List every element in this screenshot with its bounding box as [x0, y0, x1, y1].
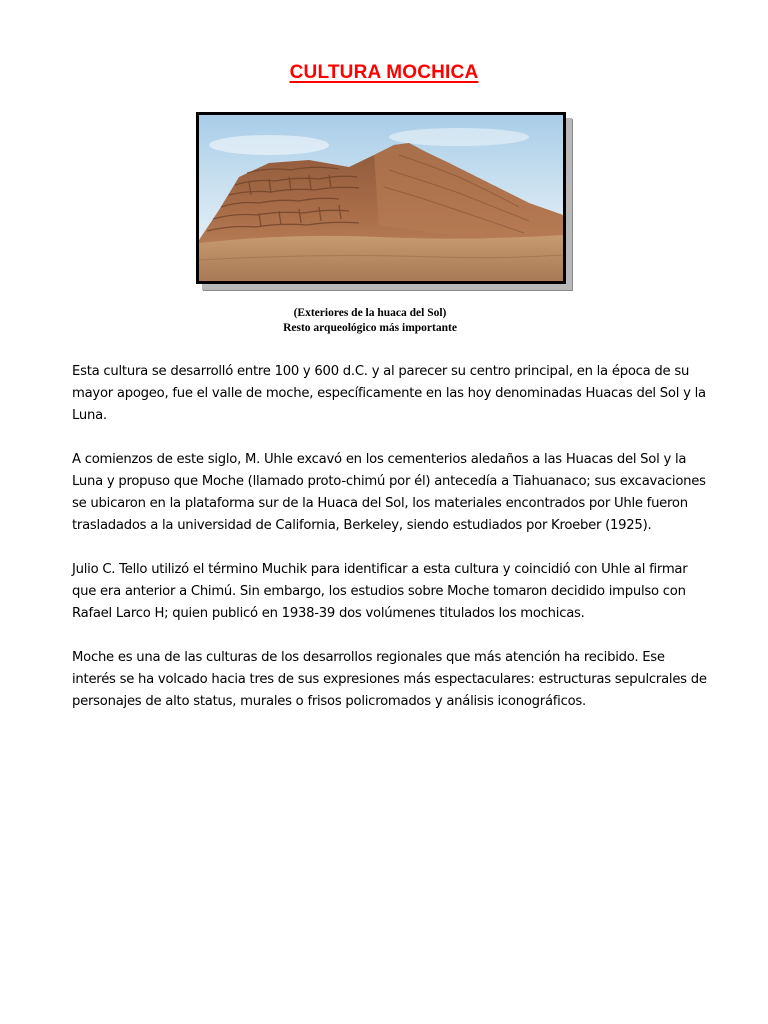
- paragraph: Julio C. Tello utilizó el término Muchik para identificar a esta cultura y coincidió con Uhle al firmar que era anterior a Chimú. Sin embargo, los estudios sobre Moche tomaron decidido impulso con Rafael Larco H; quien publicó en 1938-39 dos volúmenes titulados los mochicas.: [72, 562, 688, 621]
- paragraph: Moche es una de las culturas de los desarrollos regionales que más atención ha recibido. Ese interés se ha volcado hacia tres de sus expresiones más espectaculares: estructuras sepulcrales de personajes de alto status, murales o frisos policromados y análisis iconográficos.: [72, 650, 707, 709]
- page-title: CULTURA MOCHICA: [289, 62, 479, 83]
- caption-line-1: (Exteriores de la huaca del Sol): [293, 307, 447, 319]
- image-caption: [230, 306, 510, 336]
- paragraph: A comienzos de este siglo, M. Uhle excavó en los cementerios aledaños a las Huacas del Sol y la Luna y propuso que Moche (llamado proto-chimú por él) antecedía a Tiahuanaco; sus excavaciones se ubicaron en la plataforma sur de la Huaca del Sol, los materiales encontrados por Uhle fueron trasladados a la universidad de California, Berkeley, siendo estudiados por Kroeber (1925).: [72, 452, 706, 533]
- paragraph: Esta cultura se desarrolló entre 100 y 600 d.C. y al parecer su centro principal, en la época de su mayor apogeo, fue el valle de moche, específicamente en las hoy denominadas Huacas del Sol y la Luna.: [72, 364, 706, 423]
- caption-line-2: Resto arqueológico más importante: [283, 322, 457, 334]
- huaca-del-sol-photo: [196, 112, 566, 284]
- article-body: [72, 361, 712, 735]
